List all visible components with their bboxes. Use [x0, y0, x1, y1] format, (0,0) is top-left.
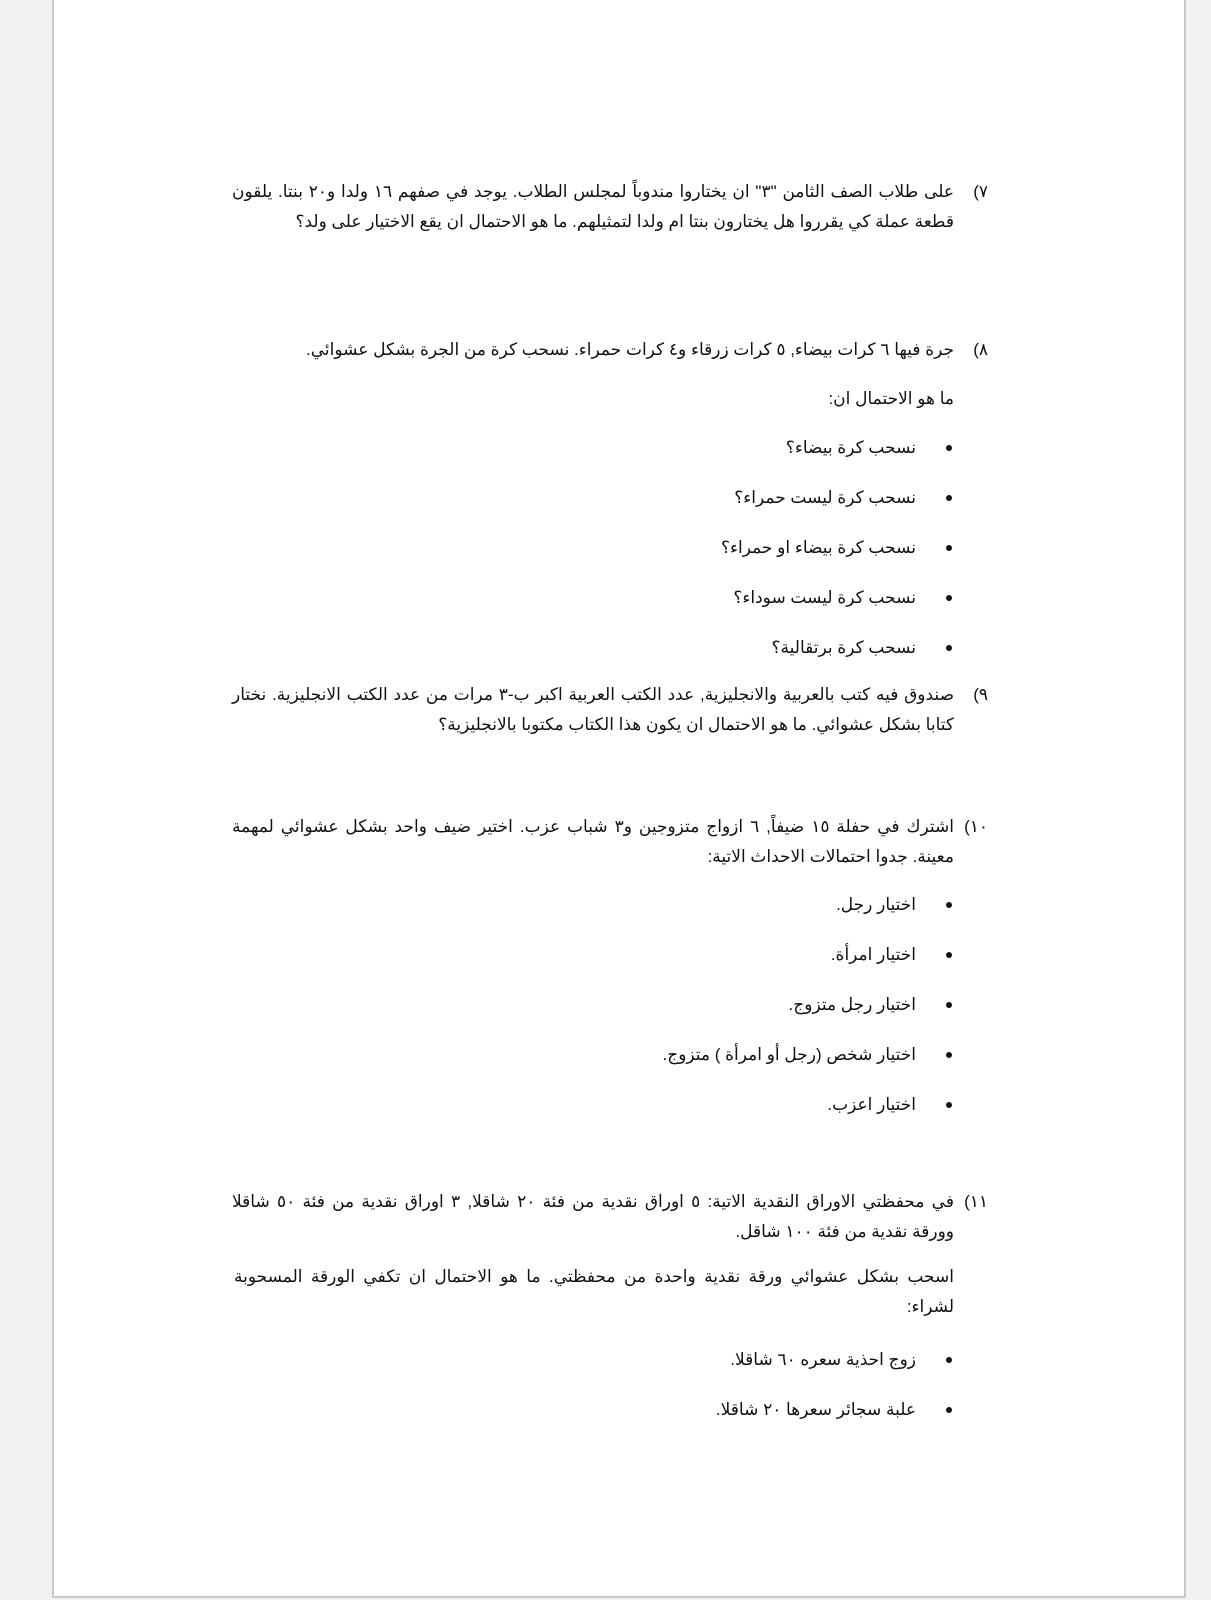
- bullet-icon: [946, 595, 952, 601]
- question-number: ٧): [973, 182, 988, 201]
- bullet-icon: [946, 495, 952, 501]
- list-item: علبة سجائر سعرها ٢٠ شاقلا.: [272, 1395, 952, 1445]
- question-number: ٩): [973, 685, 988, 704]
- document-page: [52, 0, 1186, 1598]
- list-item: اختيار اعزب.: [272, 1090, 952, 1140]
- question-11: [232, 1187, 988, 1247]
- bullet-icon: [946, 545, 952, 551]
- bullet-icon: [946, 445, 952, 451]
- question-number: ٨): [973, 340, 988, 359]
- question-8: [232, 335, 988, 365]
- bullet-icon: [946, 1407, 952, 1413]
- list-item: زوج احذية سعره ٦٠ شاقلا.: [272, 1345, 952, 1395]
- bullet-icon: [946, 952, 952, 958]
- question-9: [232, 680, 988, 740]
- bullet-icon: [946, 1052, 952, 1058]
- question-prompt: ما هو الاحتمال ان:: [828, 389, 954, 408]
- question-number: ١١): [964, 1192, 988, 1211]
- bullet-icon: [946, 1357, 952, 1363]
- question-text: في محفظتي الاوراق النقدية الاتية: ٥ اوراق نقدية من فئة ٢٠ شاقلا, ٣ اوراق نقدية من فئة ٥٠ شاقلا وورقة نقدية من فئة ١٠٠ شاقل.: [232, 1192, 954, 1241]
- question-text: جرة فيها ٦ كرات بيضاء, ٥ كرات زرقاء و٤ كرات حمراء. نسحب كرة من الجرة بشكل عشوائي.: [305, 340, 954, 359]
- list-item: نسحب كرة برتقالية؟: [272, 633, 952, 683]
- list-item: اختيار رجل.: [272, 890, 952, 940]
- bullet-icon: [946, 1102, 952, 1108]
- bullet-icon: [946, 1002, 952, 1008]
- list-item: نسحب كرة بيضاء؟: [272, 433, 952, 483]
- question-10: [232, 812, 988, 872]
- question-prompt: اسحب بشكل عشوائي ورقة نقدية واحدة من محفظتي. ما هو الاحتمال ان تكفي الورقة المسحوبة لشراء:: [234, 1267, 954, 1316]
- bullet-icon: [946, 645, 952, 651]
- list-item: اختيار رجل متزوج.: [272, 990, 952, 1040]
- question-number: ١٠): [964, 817, 988, 836]
- bullet-list: [272, 1345, 952, 1445]
- question-text: صندوق فيه كتب بالعربية والانجليزية, عدد الكتب العربية اكبر ب-٣ مرات من عدد الكتب الانجليزية. نختار كتابا بشكل عشوائي. ما هو الاحتمال ان يكون هذا الكتاب مكتوبا بالانجليزية؟: [232, 685, 955, 734]
- question-7: [232, 177, 988, 237]
- list-item: نسحب كرة ليست سوداء؟: [272, 583, 952, 633]
- list-item: نسحب كرة ليست حمراء؟: [272, 483, 952, 533]
- question-text: اشترك في حفلة ١٥ ضيفاً, ٦ ازواج متزوجين و٣ شباب عزب. اختير ضيف واحد بشكل عشوائي لمهمة معينة. جدوا احتمالات الاحداث الاتية:: [232, 817, 954, 866]
- list-item: اختيار شخص (رجل أو امرأة ) متزوج.: [272, 1040, 952, 1090]
- bullet-list: [272, 433, 952, 683]
- question-text: على طلاب الصف الثامن "٣" ان يختاروا مندوباً لمجلس الطلاب. يوجد في صفهم ١٦ ولدا و٢٠ بنتا. يلقون قطعة عملة كي يقرروا هل يختارون بنتا ام ولدا لتمثيلهم. ما هو الاحتمال ان يقع الاختيار على ولد؟: [232, 182, 954, 231]
- bullet-list: [272, 890, 952, 1140]
- list-item: اختيار امرأة.: [272, 940, 952, 990]
- bullet-icon: [946, 902, 952, 908]
- list-item: نسحب كرة بيضاء او حمراء؟: [272, 533, 952, 583]
